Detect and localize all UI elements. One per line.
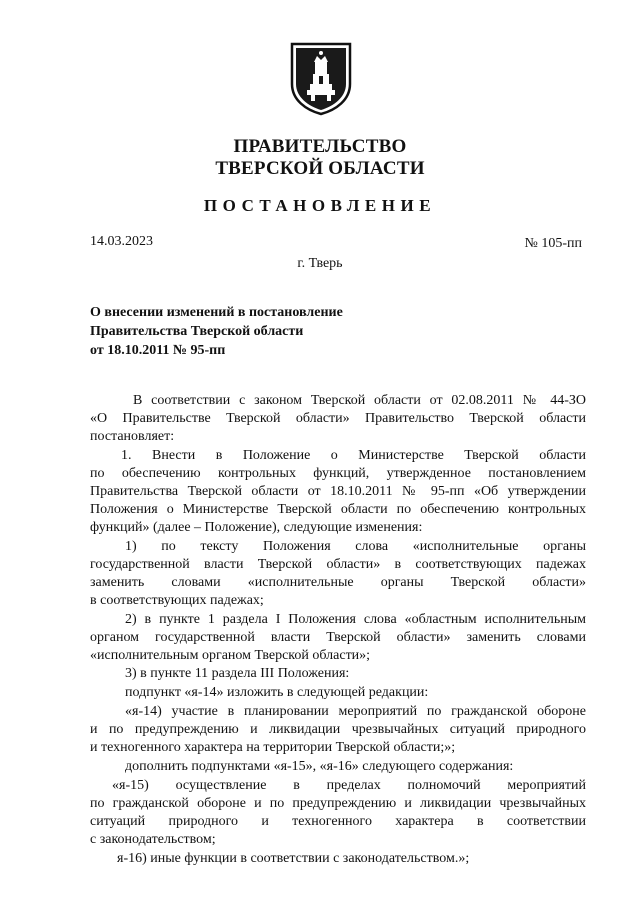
coat-of-arms-icon	[286, 40, 356, 116]
org-name-line1: ПРАВИТЕЛЬСТВО	[233, 136, 407, 157]
subject-line: от 18.10.2011 № 95-пп	[90, 343, 226, 358]
body-line: органом государственной власти Тверской области» заменить словами	[90, 630, 586, 645]
org-name-line2: ТВЕРСКОЙ ОБЛАСТИ	[215, 158, 425, 179]
body-line: Правительства Тверской области от 18.10.2011 № 95-пп «Об утверждении	[90, 484, 586, 499]
document-city: г. Тверь	[297, 256, 343, 271]
body-line: по гражданской обороне и по предупреждению и ликвидации чрезвычайных	[90, 796, 586, 811]
document-date: 14.03.2023	[90, 234, 153, 249]
subject-line: О внесении изменений в постановление	[90, 305, 343, 320]
body-line: 2) в пункте 1 раздела I Положения слова «областным исполнительным	[125, 612, 586, 627]
body-line: с законодательством;	[90, 832, 216, 847]
body-line: в соответствующих падежах;	[90, 593, 264, 608]
body-line: 1. Внести в Положение о Министерстве Тверской области	[121, 448, 586, 463]
body-line: 1) по тексту Положения слова «исполнительные органы	[125, 539, 586, 554]
document-type: ПОСТАНОВЛЕНИЕ	[203, 196, 437, 215]
body-line: ситуаций природного и техногенного характера в соответствии	[90, 814, 586, 829]
body-line: государственной власти Тверской области» в соответствующих падежах	[90, 557, 586, 572]
body-line: «О Правительстве Тверской области» Правительство Тверской области	[90, 411, 586, 426]
body-line: по обеспечению контрольных функций, утвержденное постановлением	[90, 466, 586, 481]
body-line: дополнить подпунктами «я-15», «я-16» следующего содержания:	[125, 759, 514, 774]
body-line: и техногенного характера на территории Тверской области;»;	[90, 740, 456, 755]
body-line: и по предупреждению и ликвидации чрезвычайных ситуаций природного	[90, 722, 586, 737]
body-line: 3) в пункте 11 раздела III Положения:	[125, 666, 350, 681]
body-line: «я-14) участие в планировании мероприятий по гражданской обороне	[125, 704, 586, 719]
body-line: В соответствии с законом Тверской области от 02.08.2011 № 44-ЗО	[133, 393, 586, 408]
body-line: «я-15) осуществление в пределах полномочий мероприятий	[112, 778, 586, 793]
document-number: № 105-пп	[524, 236, 582, 251]
body-line: Положения о Министерстве Тверской области по обеспечению контрольных	[90, 502, 586, 517]
body-line: подпункт «я-14» изложить в следующей редакции:	[125, 685, 429, 700]
body-line: функций» (далее – Положение), следующие изменения:	[90, 520, 423, 535]
subject-line: Правительства Тверской области	[90, 324, 304, 339]
body-line: я-16) иные функции в соответствии с законодательством.»;	[117, 851, 470, 866]
body-line: постановляет:	[90, 429, 175, 444]
body-line: «исполнительным органом Тверской области»;	[90, 648, 371, 663]
body-line: заменить словами «исполнительные органы Тверской области»	[90, 575, 586, 590]
